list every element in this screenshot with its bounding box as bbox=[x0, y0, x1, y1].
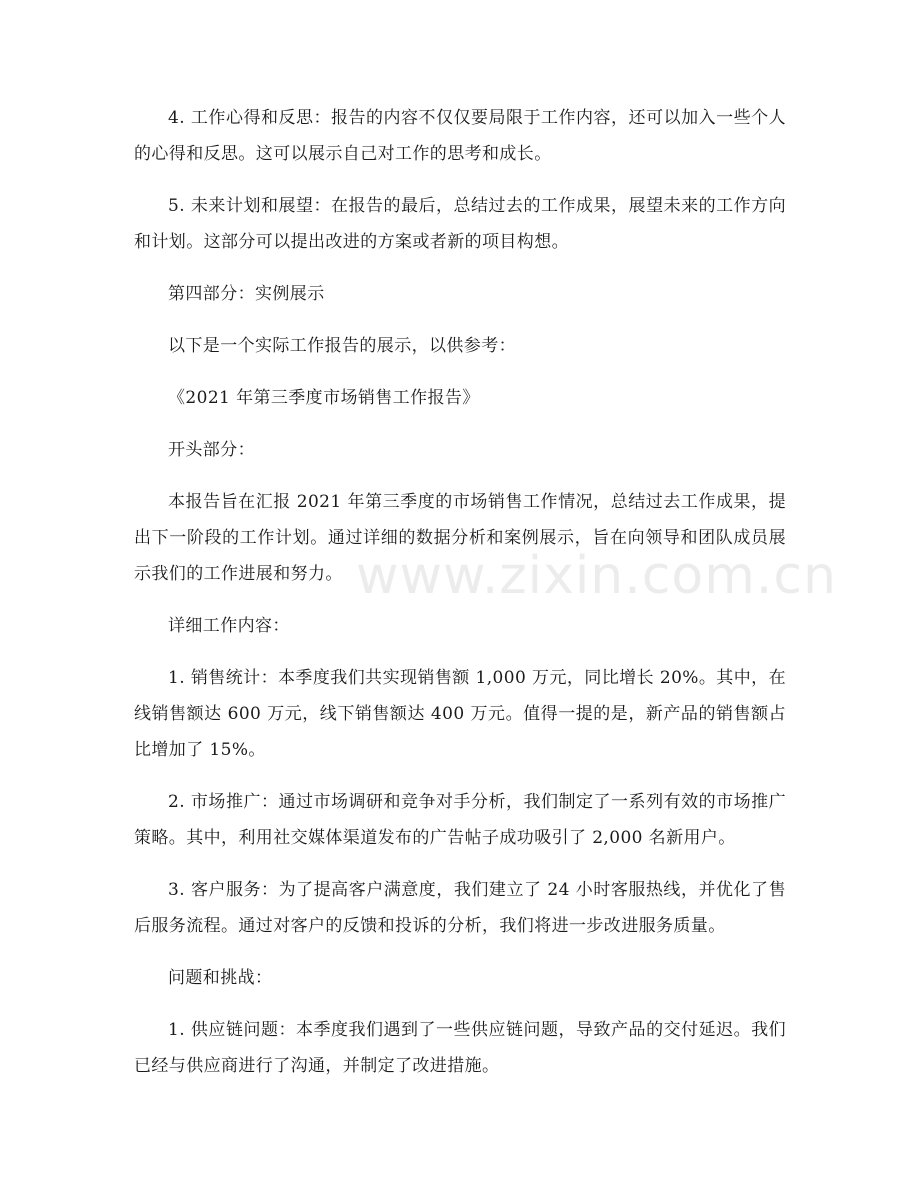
subheading-problems: 问题和挑战： bbox=[168, 968, 273, 988]
paragraph-supply-chain: 1. 供应链问题：本季度我们遇到了一些供应链问题，导致产品的交付延迟。我们已经与供应商进行了沟通，并制定了改进措施。 bbox=[134, 1020, 786, 1076]
section-heading-part-four: 第四部分：实例展示 bbox=[168, 284, 325, 304]
paragraph-opening: 本报告旨在汇报 2021 年第三季度的市场销售工作情况，总结过去工作成果，提出下一阶段的工作计划。通过详细的数据分析和案例展示，旨在向领导和团队成员展示我们的工作进展和努力。 bbox=[134, 492, 786, 584]
paragraph-reflection: 4. 工作心得和反思：报告的内容不仅仅要局限于工作内容，还可以加入一些个人的心得和反思。这可以展示自己对工作的思考和成长。 bbox=[134, 108, 786, 164]
paragraph-customer-service: 3. 客户服务：为了提高客户满意度，我们建立了 24 小时客服热线，并优化了售后服务流程。通过对客户的反馈和投诉的分析，我们将进一步改进服务质量。 bbox=[134, 880, 786, 936]
paragraph-marketing: 2. 市场推广：通过市场调研和竞争对手分析，我们制定了一系列有效的市场推广策略。其中，利用社交媒体渠道发布的广告帖子成功吸引了 2,000 名新用户。 bbox=[134, 792, 786, 848]
paragraph-sales-stats: 1. 销售统计：本季度我们共实现销售额 1,000 万元，同比增长 20%。其中，在线销售额达 600 万元，线下销售额达 400 万元。值得一提的是，新产品的销售额占比增加了 15%。 bbox=[134, 668, 786, 760]
subheading-opening: 开头部分： bbox=[168, 440, 255, 460]
paragraph-future-plan: 5. 未来计划和展望：在报告的最后，总结过去的工作成果，展望未来的工作方向和计划。这部分可以提出改进的方案或者新的项目构想。 bbox=[134, 196, 786, 252]
document-page bbox=[134, 100, 786, 1100]
watermark: www.zixin.com.cn bbox=[356, 546, 837, 606]
report-title: 《2021 年第三季度市场销售工作报告》 bbox=[168, 388, 480, 408]
paragraph-example-intro: 以下是一个实际工作报告的展示，以供参考： bbox=[168, 336, 516, 356]
subheading-work-details: 详细工作内容： bbox=[168, 616, 290, 636]
